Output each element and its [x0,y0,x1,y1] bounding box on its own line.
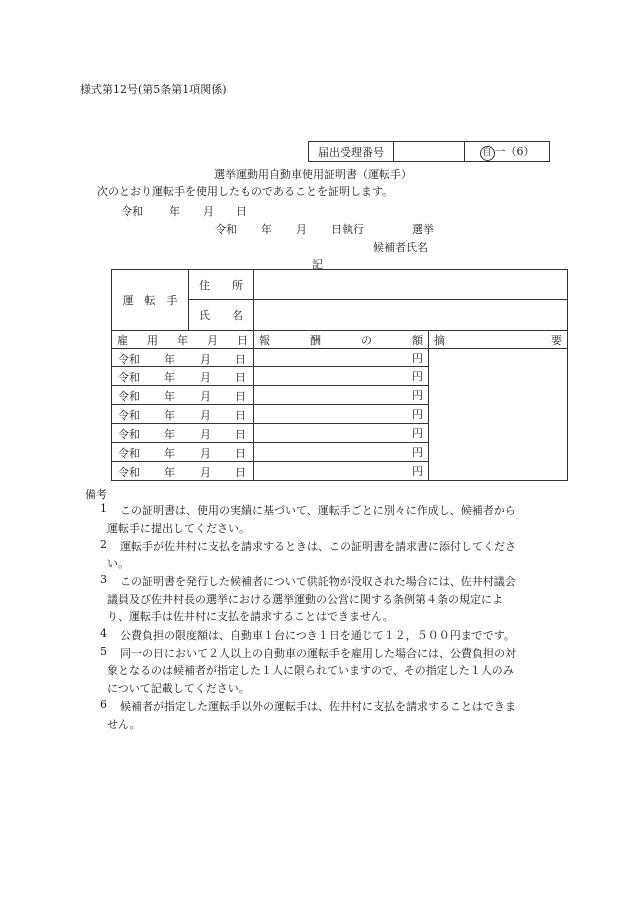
note-number: 6 [100,698,107,711]
document-title: 選挙運動用自動車使用証明書（運転手） [214,168,412,181]
employment-date-cell[interactable]: 令和 年 月 日 [112,367,254,386]
issue-date-day: 日 [236,205,247,218]
employment-date-cell[interactable]: 令和 年 月 日 [112,462,254,481]
remarks-heading: 備考 [85,488,107,501]
note-number: 4 [100,627,107,640]
form-label: 様式第12号(第5条第1項関係) [80,83,227,96]
note-number: 5 [100,645,107,658]
election-name: 選挙 [412,223,434,236]
remuneration-cell[interactable]: 円 [254,462,429,481]
remarks-column-header: 摘 要 [429,331,568,349]
issue-date-month: 月 [203,205,214,218]
candidate-name-label: 候補者氏名 [373,241,428,254]
remarks-cell[interactable] [429,349,568,481]
note-text: 議員及び佐井村長の選挙における選挙運動の公営に関する条例第４条の規定によ [107,593,503,606]
note-text: 運転手に提出してください。 [107,522,250,535]
issue-date-year: 年 [169,205,180,218]
circled-ji-mark: 自 [480,146,495,161]
address-label: 住 所 [189,270,254,300]
employment-date-cell[interactable]: 令和 年 月 日 [112,349,254,367]
note-number: 2 [100,538,107,551]
driver-usage-table [111,269,568,481]
employment-date-cell[interactable]: 令和 年 月 日 [112,424,254,443]
note-number: 1 [100,502,107,515]
note-text: い。 [107,557,129,570]
certification-statement: 次のとおり運転手を使用したものであることを証明します。 [97,185,394,198]
note-text: について記載してください。 [107,682,250,695]
remuneration-cell[interactable]: 円 [254,386,429,405]
election-date-year: 年 [261,223,272,236]
remuneration-cell[interactable]: 円 [254,405,429,424]
remuneration-cell[interactable]: 円 [254,424,429,443]
note-text: せん。 [107,718,141,731]
ki-heading: 記 [312,258,323,271]
note-text: 公費負担の限度額は、自動車１台につき１日を通じて１２，５００円までです。 [120,629,515,642]
driver-name-field[interactable] [254,300,568,331]
issue-date-era: 令和 [121,205,143,218]
table-row [112,349,568,367]
election-held-day: 日執行 [331,223,364,236]
name-label: 氏 名 [189,300,254,331]
driver-address-field[interactable] [254,270,568,300]
note-text: 同一の日において２人以上の自動車の運転手を雇用した場合には、公費負担の対 [120,647,516,660]
election-date-month: 月 [296,223,307,236]
employment-date-cell[interactable]: 令和 年 月 日 [112,386,254,405]
remuneration-cell[interactable]: 円 [254,367,429,386]
column-header-row [112,331,568,349]
receipt-label: 届出受理番号 [309,142,394,162]
employment-date-header: 雇 用 年 月 日 [112,331,254,349]
remuneration-header: 報 酬 の 額 [254,331,429,349]
election-date-era: 令和 [215,223,237,236]
employment-date-cell[interactable]: 令和 年 月 日 [112,405,254,424]
note-text: 運転手が佐井村に支払を請求するときは、この証明書を請求書に添付してくださ [120,540,516,553]
remuneration-cell[interactable]: 円 [254,443,429,462]
employment-date-cell[interactable]: 令和 年 月 日 [112,443,254,462]
note-number: 3 [100,573,107,586]
remuneration-cell[interactable]: 円 [254,349,429,367]
note-text: この証明書は、使用の実績に基づいて、運転手ごとに別々に作成し、候補者から [120,504,516,517]
note-text: り、運転手は佐井村に支払を請求することはできません。 [107,610,394,623]
note-text: 象となるのは候補者が指定した１人に限られていますので、その指定した１人のみ [107,664,514,677]
note-text: 候補者が指定した運転手以外の運転手は、佐井村に支払を請求することはできま [120,700,516,713]
receipt-number-field[interactable] [394,142,465,162]
note-text: この証明書を発行した候補者について供託物が没収された場合には、佐井村議会 [120,575,516,588]
driver-label: 運 転 手 [112,270,189,331]
receipt-code: 自 一（6） [465,142,550,162]
receipt-number-box [308,141,550,162]
